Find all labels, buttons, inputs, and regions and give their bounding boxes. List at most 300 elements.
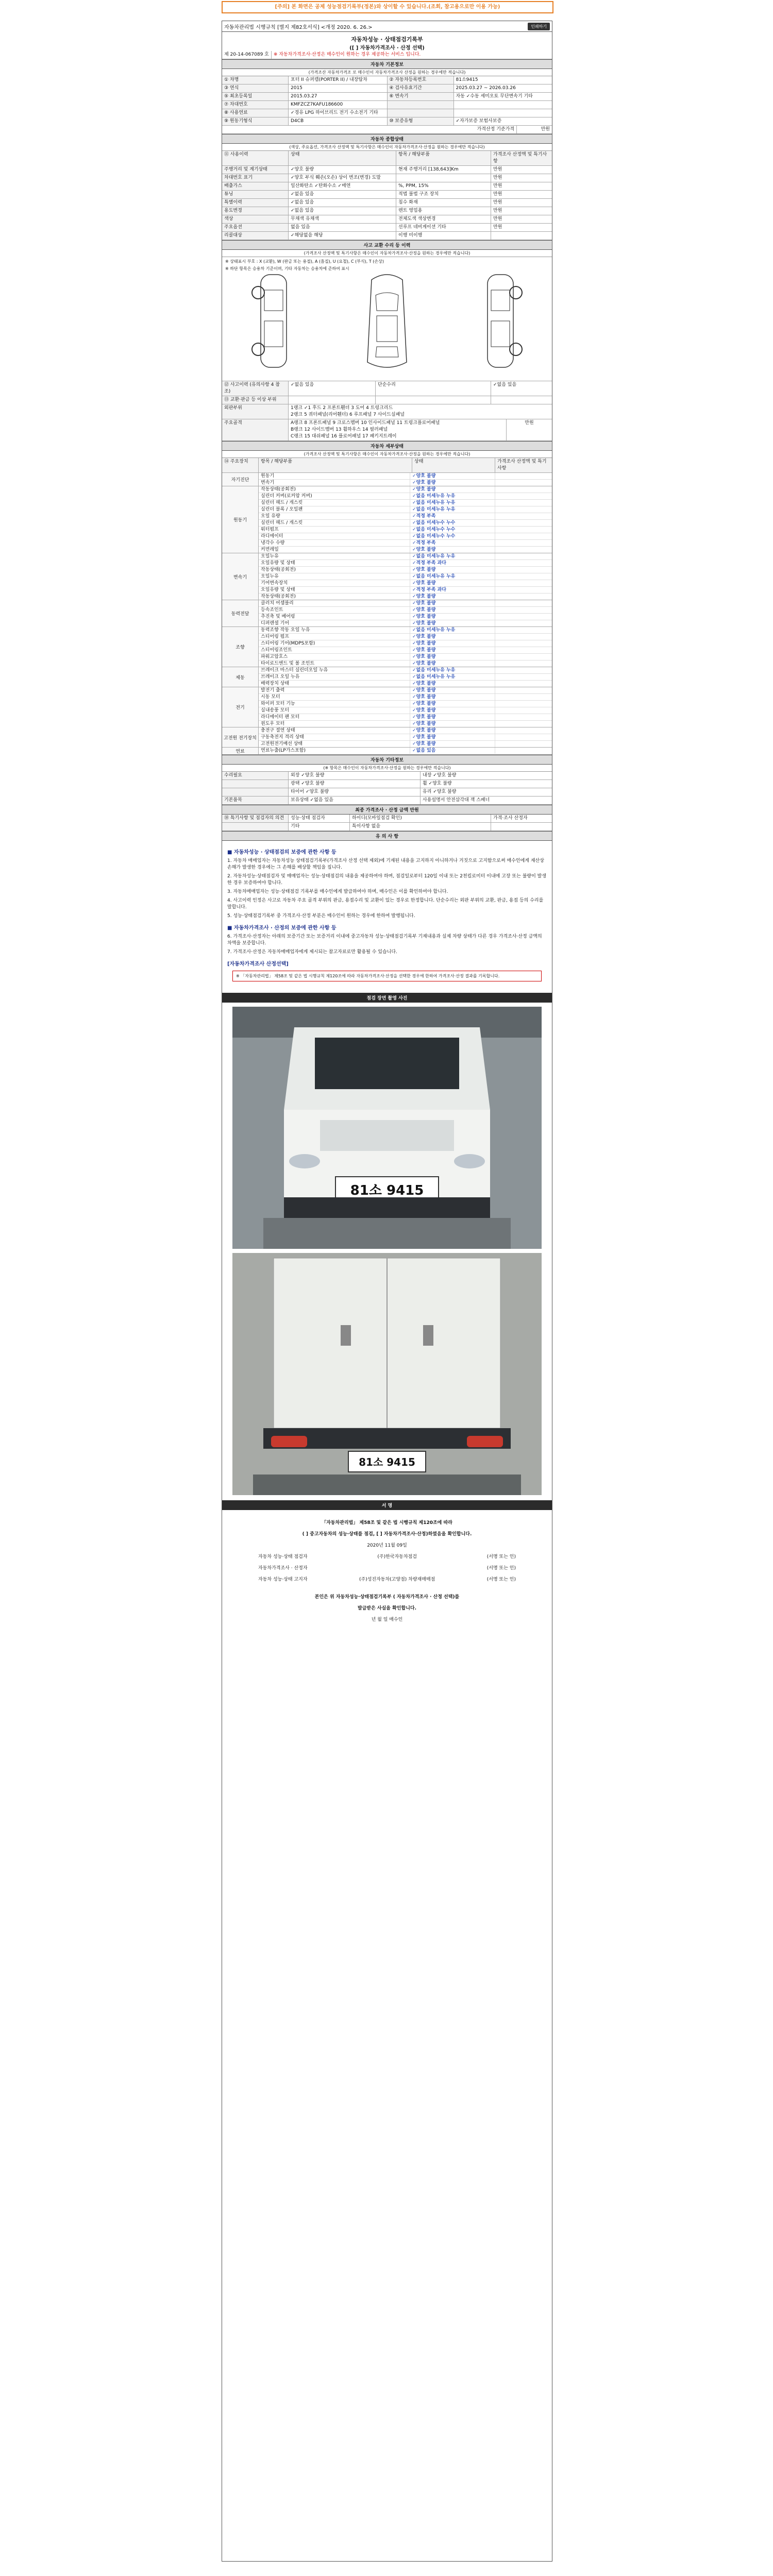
accident-state: ✓없음 있음: [289, 381, 376, 396]
inspector-role-2: 가격·조사 산정자: [493, 816, 528, 821]
detail-group: [222, 600, 552, 627]
detail-item-name: 실린더 헤드 / 개스킷: [259, 500, 410, 506]
extra-value-2: 휠 ✓양호 불량: [423, 781, 452, 786]
detail-item-state: ✓양호 불량: [410, 567, 495, 573]
final-price-label: 최종 가격조사 · 산정 금액: [355, 808, 409, 813]
sign-mark-inspector: (서명 또는 인): [486, 1554, 516, 1560]
basic-info-value: 2015.03.27: [289, 93, 388, 100]
basic-info-row: [222, 117, 552, 126]
detail-item-note: [495, 748, 552, 754]
detail-item-name: 스티어링조인트: [259, 647, 410, 653]
detail-item-row: [259, 493, 552, 500]
status-item: 적법 불법 구조 장치: [396, 191, 491, 198]
detail-group-items: [259, 667, 552, 687]
detail-item-name: 라디에이터 팬 모터: [259, 714, 410, 720]
detail-item-state: ✓양호 불량: [410, 727, 495, 734]
detail-item-state: ✓없음 미세누유 누유: [410, 500, 495, 506]
detail-item-state: ✓양호 불량: [410, 734, 495, 740]
detail-item-note: [495, 486, 552, 493]
detail-group-items: [259, 486, 552, 553]
detail-item-note: [495, 634, 552, 640]
inspector-row: [222, 823, 552, 831]
sign-role-appraiser: 자동차가격조사 · 산정자: [258, 1566, 308, 1571]
final-price-head: [222, 805, 552, 815]
detail-item-row: [259, 654, 552, 660]
diagram-legend-2: ※ 하단 항목은 승용차 기준이며, 기타 자동차는 승용차에 준하여 표시: [225, 266, 349, 271]
basic-info-label: ⑧ 사용연료: [222, 109, 289, 117]
detail-group: [222, 486, 552, 553]
detail-item-name: 오일 유량: [259, 513, 410, 519]
detail-item-state: ✓양호 불량: [410, 640, 495, 647]
detail-item-note: [495, 594, 552, 600]
detail-item-row: [259, 660, 552, 667]
basic-price-unit: 만원: [541, 127, 550, 132]
note-7: 7. 가격조사·산정은 자동차매매업자에게 제시되는 참고자료로만 활용될 수 있습니다.: [227, 950, 397, 955]
status-item: 항목 / 해당부품: [396, 151, 491, 165]
notes-heading-2: ■ 자동차가격조사 · 산정의 보증에 관한 사항 등: [227, 925, 337, 931]
detail-item-row: [259, 727, 552, 734]
detail-group: [222, 748, 552, 755]
detail-item-note: [495, 674, 552, 680]
extra-value: 광택 ✓양호 불량: [289, 780, 421, 788]
sign-name-inspector: (주)한국자동차점검: [377, 1554, 417, 1560]
detail-item-note: [495, 741, 552, 747]
front-plate: 81소 9415: [350, 1183, 424, 1198]
sign-foot-1: 본인은 위 자동차성능·상태점검기록부 ( 자동차가격조사 · 산정 선택)를: [314, 1595, 460, 1600]
detail-item-state: ✓없음 미세누유 누유: [410, 674, 495, 680]
basic-info-row: [222, 101, 552, 109]
basic-info-label: ⑩ 보증유형: [388, 117, 454, 125]
detail-item-name: 윈도우 모터: [259, 721, 410, 727]
basic-info-label: [388, 109, 454, 117]
detail-item-name: 구동축전지 격리 상태: [259, 734, 410, 740]
extra-label: 수리필요: [222, 772, 289, 779]
detail-item-name: 스티어링 펌프: [259, 634, 410, 640]
note-3: 3. 자동차매매업자는 성능·상태점검 기록부를 매수인에게 발급하여야 하며, 매수인은 이를 확인하여야 합니다.: [227, 889, 448, 894]
status-state: 없음 있음: [289, 224, 396, 231]
page-title: 자동차성능 · 상태점검기록부: [351, 36, 423, 43]
accident-row: [222, 381, 552, 396]
accident-state: [289, 396, 376, 404]
detail-item-state: ✓없음 미세누수 누수: [410, 520, 495, 526]
detail-group-category: 고전원 전기장치: [222, 727, 259, 747]
detail-item-state: ✓양호 불량: [410, 620, 495, 626]
status-label: 주행거리 및 계기상태: [222, 166, 289, 174]
detail-item-note: [495, 567, 552, 573]
detail-item-state: ✓없음 있음: [410, 748, 495, 754]
detail-columns: [222, 458, 552, 473]
sign-role-inspector: 자동차 성능·상태 점검자: [258, 1554, 308, 1560]
detail-item-name: 브레이크 오일 누유: [259, 674, 410, 680]
detail-item-note: [495, 493, 552, 499]
detail-item-row: [259, 681, 552, 687]
outer-rank-2: 2랭크 5 쿼터패널(리어휀더) 6 루프패널 7 사이드실패널: [291, 412, 405, 417]
sign-name-notifier: (주)성진자동차(고양점) 차량재매매점: [359, 1577, 435, 1582]
outer-panel-values: [289, 404, 552, 419]
detail-item-row: [259, 607, 552, 614]
notes-body: [222, 841, 552, 988]
inspection-record: [222, 21, 552, 2562]
extra-value-2: 유리 ✓양호 불량: [423, 789, 457, 794]
status-price: 만원: [493, 225, 502, 230]
car-top-view: [351, 269, 423, 372]
frame-rank-a: A랭크 8 프론트패널 9 크로스멤버 10 인사이드패널 11 트렁크플로어패널: [291, 420, 440, 426]
detail-item-note: [495, 533, 552, 539]
basic-info-label: ⑦ 차대번호: [222, 101, 289, 109]
status-label: 차대번호 표기: [222, 174, 289, 182]
detail-item-row: [259, 533, 552, 540]
detail-table: [222, 473, 552, 755]
basic-info-row: [222, 93, 552, 101]
basic-info-value: [454, 109, 552, 117]
detail-item-note: [495, 547, 552, 553]
detail-item-state: ✓양호 불량: [410, 741, 495, 747]
detail-item-row: [259, 674, 552, 681]
detail-item-name: 작동상태(공회전): [259, 567, 410, 573]
detail-item-state: ✓없음 미세누유 누유: [410, 506, 495, 513]
detail-item-state: ✓없음 미세누수 누수: [410, 527, 495, 533]
detail-item-state: ✓양호 불량: [410, 694, 495, 700]
accident-item: 단순수리: [376, 381, 491, 396]
detail-item-row: [259, 741, 552, 747]
extra-value: 타이어 ✓양호 불량: [289, 788, 421, 796]
status-item: 이행 미이행: [396, 232, 491, 240]
detail-item-state: ✓양호 불량: [410, 580, 495, 586]
detail-item-row: [259, 707, 552, 714]
detail-item-note: [495, 654, 552, 660]
basic-info-value: ✓경유 LPG 하이브리드 전기 수소전기 기타: [289, 109, 388, 117]
basic-info-label: ⑨ 원동기형식: [222, 117, 289, 125]
detail-item-state: ✓적정 부족 과다: [410, 587, 495, 593]
detail-item-name: 오일누유: [259, 553, 410, 560]
sign-row-notifier: [238, 1574, 536, 1585]
accident-head: 사고 교환 수리 등 이력: [222, 240, 552, 250]
detail-col-price: 가격조사 산정액 및 특기사항: [497, 459, 547, 471]
status-note: (색상, 주요옵션, 가격조사 산정액 및 특기사항은 매수인이 자동차가격조사·산정을 원하는 경우에만 적습니다): [222, 144, 552, 151]
sign-mark-appraiser: (서명 또는 인): [486, 1566, 516, 1571]
detail-item-state: ✓양호 불량: [410, 681, 495, 687]
detail-item-state: ✓양호 불량: [410, 600, 495, 606]
detail-item-note: [495, 600, 552, 606]
basic-info-value: [454, 101, 552, 109]
status-state: ✓해당없음 해당: [289, 232, 396, 240]
status-price: 만원: [493, 192, 502, 197]
sign-line-2: ( ] 중고자동차의 성능·상태를 점검, [ ] 자동차가격조사·산정)하였음을 확인합니다.: [302, 1532, 472, 1537]
status-label: 특별이력: [222, 199, 289, 207]
frame-values: [289, 419, 507, 440]
accident-label: ⑬ 교환·판금 등 이상 부위: [222, 396, 289, 404]
car-side-left-icon: [238, 269, 310, 372]
extra-value: 외장 ✓양호 불량: [289, 772, 421, 779]
frame-rank-b: B랭크 12 사이드멤버 13 휠하우스 14 필러패널: [291, 427, 388, 432]
detail-item-row: [259, 580, 552, 587]
status-state: ✓없음 있음: [289, 207, 396, 215]
extra-row: [222, 788, 552, 796]
extra-label: [222, 788, 289, 796]
detail-item-row: [259, 520, 552, 527]
status-label: 용도변경: [222, 207, 289, 215]
detail-item-row: [259, 540, 552, 547]
basic-info-label: ⑥ 변속기: [388, 93, 454, 100]
accident-label: ⑫ 사고이력 (유의사항 4 참조): [222, 381, 289, 396]
sign-foot-3: 년 월 일 매수인: [371, 1617, 403, 1622]
frame-label: 주요골격: [222, 419, 289, 440]
basic-info-value: 포터 II 슈퍼캡(PORTER II) / 내장탑차: [289, 76, 388, 84]
extra-value-2: 사용설명서 안전삼각대 잭 스패너: [423, 798, 490, 803]
detail-item-state: ✓양호 불량: [410, 701, 495, 707]
basic-price-label: 가격산정 기준가격: [222, 126, 517, 133]
detail-item-state: ✓적정 부족: [410, 540, 495, 546]
detail-item-note: [495, 607, 552, 613]
accident-note: (가격조사 산정액 및 특기사항은 매수인이 자동차가격조사·산정을 원하는 경우에만 적습니다): [222, 250, 552, 257]
detail-item-name: 오일유량 및 상태: [259, 587, 410, 593]
detail-item-state: ✓양호 불량: [410, 607, 495, 613]
detail-item-name: 라디에이터: [259, 533, 410, 539]
status-row: [222, 174, 552, 182]
detail-item-note: [495, 473, 552, 479]
detail-item-note: [495, 667, 552, 673]
detail-item-note: [495, 640, 552, 647]
sign-row-inspector: [238, 1551, 536, 1563]
outer-panel-row: [222, 404, 552, 419]
status-price: 만원: [493, 200, 502, 205]
frame-price-unit: 만원: [525, 420, 534, 426]
detail-item-note: [495, 520, 552, 526]
detail-item-state: ✓양호 불량: [410, 714, 495, 720]
status-row: [222, 232, 552, 240]
status-item: 선루프 네비게이션 기타: [396, 224, 491, 231]
detail-group-items: [259, 687, 552, 727]
detail-item-row: [259, 734, 552, 741]
detail-item-row: [259, 594, 552, 600]
detail-item-state: ✓양호 불량: [410, 473, 495, 479]
detail-group-category: 제동: [222, 667, 259, 687]
inspector-value: 특이사항 없음: [350, 823, 491, 831]
detail-item-name: 연료누출(LP가스포함): [259, 748, 410, 754]
detail-group: [222, 627, 552, 667]
basic-info-label: ② 자동차등록번호: [388, 76, 454, 84]
accident-table: [222, 381, 552, 404]
detail-item-name: 발전기 출력: [259, 687, 410, 693]
sign-mark-notifier: (서명 또는 인): [486, 1577, 516, 1582]
accident-row: [222, 396, 552, 404]
detail-item-state: ✓양호 불량: [410, 547, 495, 553]
detail-item-row: [259, 600, 552, 607]
detail-item-note: [495, 560, 552, 566]
detail-group: [222, 727, 552, 748]
detail-item-state: ✓없음 미세누유 누유: [410, 667, 495, 673]
extra-row: [222, 796, 552, 805]
detail-item-note: [495, 714, 552, 720]
status-label: ⑪ 사용이력: [222, 151, 289, 165]
status-state: 무채색 유채색: [289, 215, 396, 223]
status-item: 렌트 영업용: [396, 207, 491, 215]
sign-role-notifier: 자동차 성능·상태 고지자: [258, 1577, 308, 1582]
detail-group: [222, 553, 552, 600]
detail-item-row: [259, 714, 552, 721]
detail-item-name: 오일유량 및 상태: [259, 560, 410, 566]
detail-item-name: 기어변속장치: [259, 580, 410, 586]
status-row: [222, 199, 552, 207]
detail-item-state: ✓양호 불량: [410, 614, 495, 620]
detail-item-row: [259, 667, 552, 674]
detail-item-note: [495, 627, 552, 633]
status-state: ✓양호 부식 훼손(오손) 상이 변조(변경) 도말: [289, 174, 396, 182]
detail-item-row: [259, 480, 552, 486]
note-6: 6. 가격조사·산정자는 아래의 보증기간 또는 보증거리 이내에 중고자동차 성능·상태점검기록부 기재내용과 실제 차량 상태가 다른 경우 가격조사·산정 금액의 차액을 보증합니다.: [227, 934, 542, 946]
inspector-role: 기타: [289, 823, 350, 831]
detail-group-category: 자기진단: [222, 473, 259, 486]
notes-head: 유 의 사 항: [222, 831, 552, 841]
status-label: 튜닝: [222, 191, 289, 198]
consent-heading: [자동차가격조사 산정선택]: [227, 961, 289, 967]
detail-col-item: 항목 / 해당부품: [259, 458, 412, 472]
detail-group-category: 연료: [222, 748, 259, 754]
basic-info-label: ③ 연식: [222, 84, 289, 92]
detail-item-row: [259, 634, 552, 640]
basic-info-value: ✓자가보증 보험사보증: [456, 118, 502, 124]
sign-row-appraiser: [238, 1563, 536, 1574]
detail-item-row: [259, 687, 552, 694]
detail-item-name: 등속조인트: [259, 607, 410, 613]
inspector-row: [222, 815, 552, 823]
print-button[interactable]: 인쇄하기: [528, 23, 550, 30]
detail-item-state: ✓양호 불량: [410, 687, 495, 693]
status-state: ✓양호 불량: [289, 166, 396, 174]
inspector-role-2: [491, 823, 552, 831]
detail-item-row: [259, 527, 552, 533]
detail-item-name: 변속기: [259, 480, 410, 486]
extra-row: [222, 780, 552, 788]
detail-item-note: [495, 540, 552, 546]
status-table: [222, 151, 552, 240]
extra-value: 보유상태 ✓없음 있음: [289, 796, 421, 804]
basic-info-value: 81소9415: [456, 77, 478, 82]
sign-body: [222, 1510, 552, 1633]
basic-info-label: ④ 검사유효기간: [388, 84, 454, 92]
car-side-left-view: [238, 269, 310, 372]
detail-group-category: 변속기: [222, 553, 259, 600]
photo-rear: [232, 1253, 542, 1495]
basic-info-label: [388, 101, 454, 109]
frame-row: [222, 419, 552, 441]
detail-item-name: 파워고압호스: [259, 654, 410, 660]
detail-item-name: 작동상태(공회전): [259, 486, 410, 493]
detail-item-name: 실린더 커버(로커암 커버): [259, 493, 410, 499]
detail-item-row: [259, 694, 552, 701]
detail-item-name: 충전구 절연 상태: [259, 727, 410, 734]
status-price: 만원: [493, 167, 502, 172]
detail-item-name: 실린더 블록 / 오일팬: [259, 506, 410, 513]
detail-item-name: 실린더 헤드 / 개스킷: [259, 520, 410, 526]
status-price: 만원: [493, 183, 502, 189]
detail-item-note: [495, 587, 552, 593]
detail-item-state: ✓없음 미세누유 누유: [410, 627, 495, 633]
detail-item-name: 브레이크 마스터 실린더오일 누유: [259, 667, 410, 673]
basic-info-label: ⑤ 최초등록일: [222, 93, 289, 100]
inspector-label: [222, 823, 289, 831]
accident-state-2: ✓없음 있음: [493, 382, 517, 387]
inspector-role: 성능·상태 점검자: [289, 815, 350, 822]
detail-item-row: [259, 500, 552, 506]
status-head: 자동차 종합상태: [222, 134, 552, 144]
detail-group-items: [259, 600, 552, 626]
status-state: ✓없음 있음: [289, 199, 396, 207]
note-5: 5. 성능·상태점검기록부 중 가격조사·산정 부분은 매수인이 원하는 경우에 한하여 발행됩니다.: [227, 913, 415, 919]
detail-item-note: [495, 707, 552, 714]
car-side-right-view: [464, 269, 536, 372]
detail-item-state: ✓양호 불량: [410, 594, 495, 600]
note-4: 4. 사고이력 인정은 사고로 자동차 주요 골격 부위의 판금, 용접수리 및 교환이 있는 경우로 한정합니다. 단순수리는 외판 부위의 교환, 판금, 용접 등의 수리를 말합니다.: [227, 898, 544, 910]
detail-item-note: [495, 614, 552, 620]
accident-state-2: [491, 396, 552, 404]
extra-note: (※ 항목은 매수인이 자동차가격조사·산정을 원하는 경우에만 적습니다): [222, 765, 552, 772]
extra-row: [222, 772, 552, 780]
rear-plate: 81소 9415: [359, 1456, 415, 1468]
status-row: [222, 166, 552, 174]
detail-item-note: [495, 694, 552, 700]
status-row: [222, 224, 552, 232]
status-row: [222, 182, 552, 191]
final-price-unit: 만원: [410, 808, 419, 813]
detail-item-note: [495, 513, 552, 519]
detail-item-state: ✓양호 불량: [410, 660, 495, 667]
detail-group: [222, 667, 552, 687]
basic-info-value: D4CB: [289, 117, 388, 125]
detail-item-row: [259, 506, 552, 513]
detail-item-row: [259, 573, 552, 580]
truck-front-image: [232, 1007, 542, 1249]
status-row: [222, 215, 552, 224]
detail-item-name: 시동 모터: [259, 694, 410, 700]
inspector-table: [222, 815, 552, 831]
detail-item-name: 배력장치 상태: [259, 681, 410, 687]
detail-item-note: [495, 506, 552, 513]
consent-box: ※ 「자동차관리법」 제58조 및 같은 법 시행규칙 제120조에 따라 자동차가격조사·산정을 선택한 경우에 한하여 가격조사·산정 결과를 기록합니다.: [232, 971, 542, 981]
status-price: 만원: [493, 175, 502, 180]
status-label: 색상: [222, 215, 289, 223]
detail-item-name: 고전원전기배선 상태: [259, 741, 410, 747]
detail-item-state: ✓양호 불량: [410, 634, 495, 640]
detail-item-row: [259, 553, 552, 560]
basic-info-note: (가격조산 자동차가격조 로 매수인이 자동차가격조사 산정을 원하는 경우에만 적습니다): [222, 69, 552, 76]
detail-head: 자동차 세부상태: [222, 441, 552, 451]
status-state: ✓없음 있음: [289, 191, 396, 198]
detail-group-category: 조향: [222, 627, 259, 667]
detail-item-state: ✓없음 미세누수 누수: [410, 533, 495, 539]
detail-item-name: 동력조향 작동 오일 누유: [259, 627, 410, 633]
detail-item-name: 와이퍼 모터 기능: [259, 701, 410, 707]
status-label: 배출가스: [222, 182, 289, 190]
detail-group-items: [259, 727, 552, 747]
detail-item-state: ✓양호 불량: [410, 647, 495, 653]
status-state: 일산화탄소 ✓탄화수소 ✓매연: [289, 182, 396, 190]
detail-item-name: 타이로드엔드 및 볼 조인트: [259, 660, 410, 667]
status-price: 만원: [493, 208, 502, 213]
detail-item-row: [259, 640, 552, 647]
detail-item-state: ✓양호 불량: [410, 721, 495, 727]
inspector-label: ⑱ 특기사항 및 점검자의 의견: [222, 815, 289, 822]
detail-item-note: [495, 721, 552, 727]
extra-table: [222, 772, 552, 805]
status-item: 현재 주행거리 [138,643]Km: [396, 166, 491, 174]
status-price: 만원: [493, 216, 502, 222]
detail-item-note: [495, 647, 552, 653]
detail-item-name: 추진축 및 베어링: [259, 614, 410, 620]
detail-item-note: [495, 620, 552, 626]
detail-item-row: [259, 721, 552, 727]
detail-item-row: [259, 620, 552, 626]
